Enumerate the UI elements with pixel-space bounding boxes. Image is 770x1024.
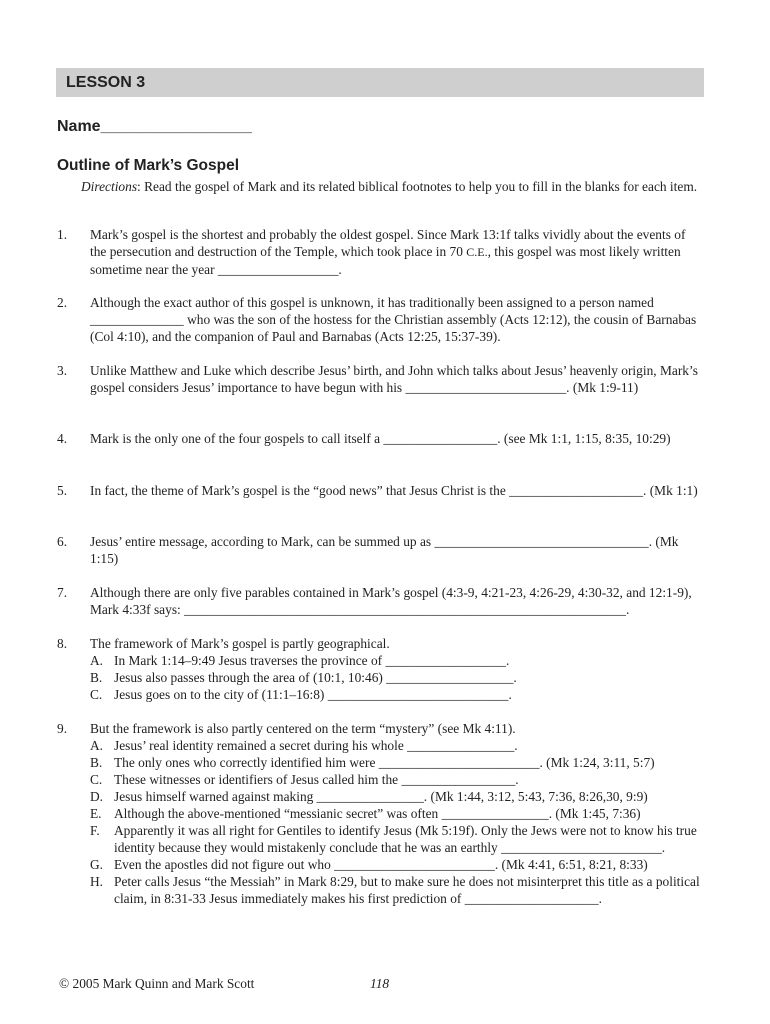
sub-item xyxy=(90,669,705,686)
outline-item xyxy=(57,226,705,278)
sub-item-text: These witnesses or identifiers of Jesus called him the _________________. xyxy=(114,772,519,787)
item-text: Although there are only five parables contained in Mark’s gospel (4:3-9, 4:21-23, 4:26-29, 4:30-32, and 12:1-9), Mark 4:33f says: __________________________________________________________________. xyxy=(90,585,692,617)
lesson-label: LESSON 3 xyxy=(66,74,146,91)
sub-item xyxy=(90,686,705,703)
sub-item-text: Jesus also passes through the area of (10:1, 10:46) ___________________. xyxy=(114,670,517,685)
item-intro: But the framework is also partly centered on the term “mystery” (see Mk 4:11). xyxy=(90,721,516,736)
outline-item xyxy=(57,430,705,447)
sub-item xyxy=(90,822,705,856)
item-number: 4. xyxy=(57,431,68,446)
item-number: 9. xyxy=(57,721,68,736)
outline-item xyxy=(57,482,705,499)
sub-item-letter: C. xyxy=(90,772,103,787)
outline-item xyxy=(57,362,705,396)
sub-item-letter: F. xyxy=(90,823,100,838)
item-text-part: , this gospel was most likely written sometime near the year __________________. xyxy=(90,244,681,277)
item-number: 3. xyxy=(57,363,68,378)
sub-item-letter: B. xyxy=(90,755,103,770)
directions-text: : Read the gospel of Mark and its related biblical footnotes to help you to fill in the blanks for each item. xyxy=(137,179,698,194)
item-number: 1. xyxy=(57,227,68,242)
sub-item-text: Jesus’ real identity remained a secret during his whole ________________. xyxy=(114,738,518,753)
item-text: Although the exact author of this gospel is unknown, it has traditionally been assigned to a person named ______________ who was the son of the hostess for the Christian assembly (Acts 12:12), the cousin of Barnabas (Col 4:10), and the companion of Paul and Barnabas (Acts 12:25, 15:37-39). xyxy=(90,295,697,344)
copyright-notice: © 2005 Mark Quinn and Mark Scott xyxy=(59,976,255,991)
sub-item-text: The only ones who correctly identified him were ________________________. (Mk 1:24, 3:11, 5:7) xyxy=(114,755,655,770)
outline-item xyxy=(57,533,705,567)
outline-item xyxy=(57,720,705,907)
item-number: 7. xyxy=(57,585,68,600)
item-text xyxy=(90,226,705,278)
sub-item xyxy=(90,754,705,771)
section-title: Outline of Mark’s Gospel xyxy=(57,157,240,174)
sub-item-text: Even the apostles did not figure out who ________________________. (Mk 4:41, 6:51, 8:21, 8:33) xyxy=(114,857,648,872)
sub-item xyxy=(90,805,705,822)
sub-item-text: Jesus himself warned against making ________________. (Mk 1:44, 3:12, 5:43, 7:36, 8:26,30, 9:9) xyxy=(114,789,648,804)
sub-item-letter: G. xyxy=(90,857,104,872)
item-number: 8. xyxy=(57,636,68,651)
item-text: Mark is the only one of the four gospels to call itself a _________________. (see Mk 1:1, 1:15, 8:35, 10:29) xyxy=(90,431,671,446)
sub-item-letter: B. xyxy=(90,670,103,685)
outline-item xyxy=(57,584,705,618)
sub-item-letter: E. xyxy=(90,806,102,821)
sub-item-letter: C. xyxy=(90,687,103,702)
item-text: In fact, the theme of Mark’s gospel is the “good news” that Jesus Christ is the ____________________. (Mk 1:1) xyxy=(90,483,698,498)
sub-item-letter: A. xyxy=(90,738,104,753)
item-number: 2. xyxy=(57,295,68,310)
item-number: 5. xyxy=(57,483,68,498)
sub-item-text: Apparently it was all right for Gentiles to identify Jesus (Mk 5:19f). Only the Jews were not to know his true identity because they would mistakenly conclude that he was an earthly ________________________. xyxy=(114,823,697,855)
sub-item-letter: H. xyxy=(90,874,104,889)
sub-item-text: Peter calls Jesus “the Messiah” in Mark 8:29, but to make sure he does not misinterpret this title as a political claim, in 8:31-33 Jesus immediately makes his first prediction of ____________________. xyxy=(114,874,700,906)
sub-item-letter: D. xyxy=(90,789,104,804)
item-text: Unlike Matthew and Luke which describe Jesus’ birth, and John which talks about Jesus’ heavenly origin, Mark’s gospel considers Jesus’ importance to have begun with his ________________________. (Mk 1:9-11) xyxy=(90,363,698,395)
sub-item-text: Jesus goes on to the city of (11:1–16:8) ___________________________. xyxy=(114,687,512,702)
directions-paragraph xyxy=(57,178,705,195)
sub-item xyxy=(90,737,705,754)
outline-item xyxy=(57,294,705,345)
sub-item xyxy=(90,856,705,873)
sub-item-letter: A. xyxy=(90,653,104,668)
sub-item xyxy=(90,771,705,788)
outline-item xyxy=(57,635,705,703)
sub-item-text: Although the above-mentioned “messianic secret” was often ________________. (Mk 1:45, 7:36) xyxy=(114,806,641,821)
item-intro: The framework of Mark’s gospel is partly geographical. xyxy=(90,636,390,651)
item-text-part: Mark’s gospel is the shortest and probably the oldest gospel. Since Mark 13:1f talks vividly about the events of the persecution and destruction of the Temple, which took place in 70 xyxy=(90,227,686,259)
sub-item-text: In Mark 1:14–9:49 Jesus traverses the province of __________________. xyxy=(114,653,510,668)
name-field-label: Name_________________ xyxy=(57,118,252,135)
directions-lead: Directions xyxy=(81,179,138,194)
sub-item xyxy=(90,788,705,805)
era-abbreviation: C.E. xyxy=(466,245,488,259)
sub-item xyxy=(90,873,705,907)
item-number: 6. xyxy=(57,534,68,549)
item-text xyxy=(90,635,705,703)
lesson-header-bar xyxy=(56,68,704,97)
item-text: Jesus’ entire message, according to Mark, can be summed up as ________________________________. (Mk 1:15) xyxy=(90,534,679,566)
page-number: 118 xyxy=(370,976,390,991)
item-text xyxy=(90,720,705,907)
sub-item xyxy=(90,652,705,669)
